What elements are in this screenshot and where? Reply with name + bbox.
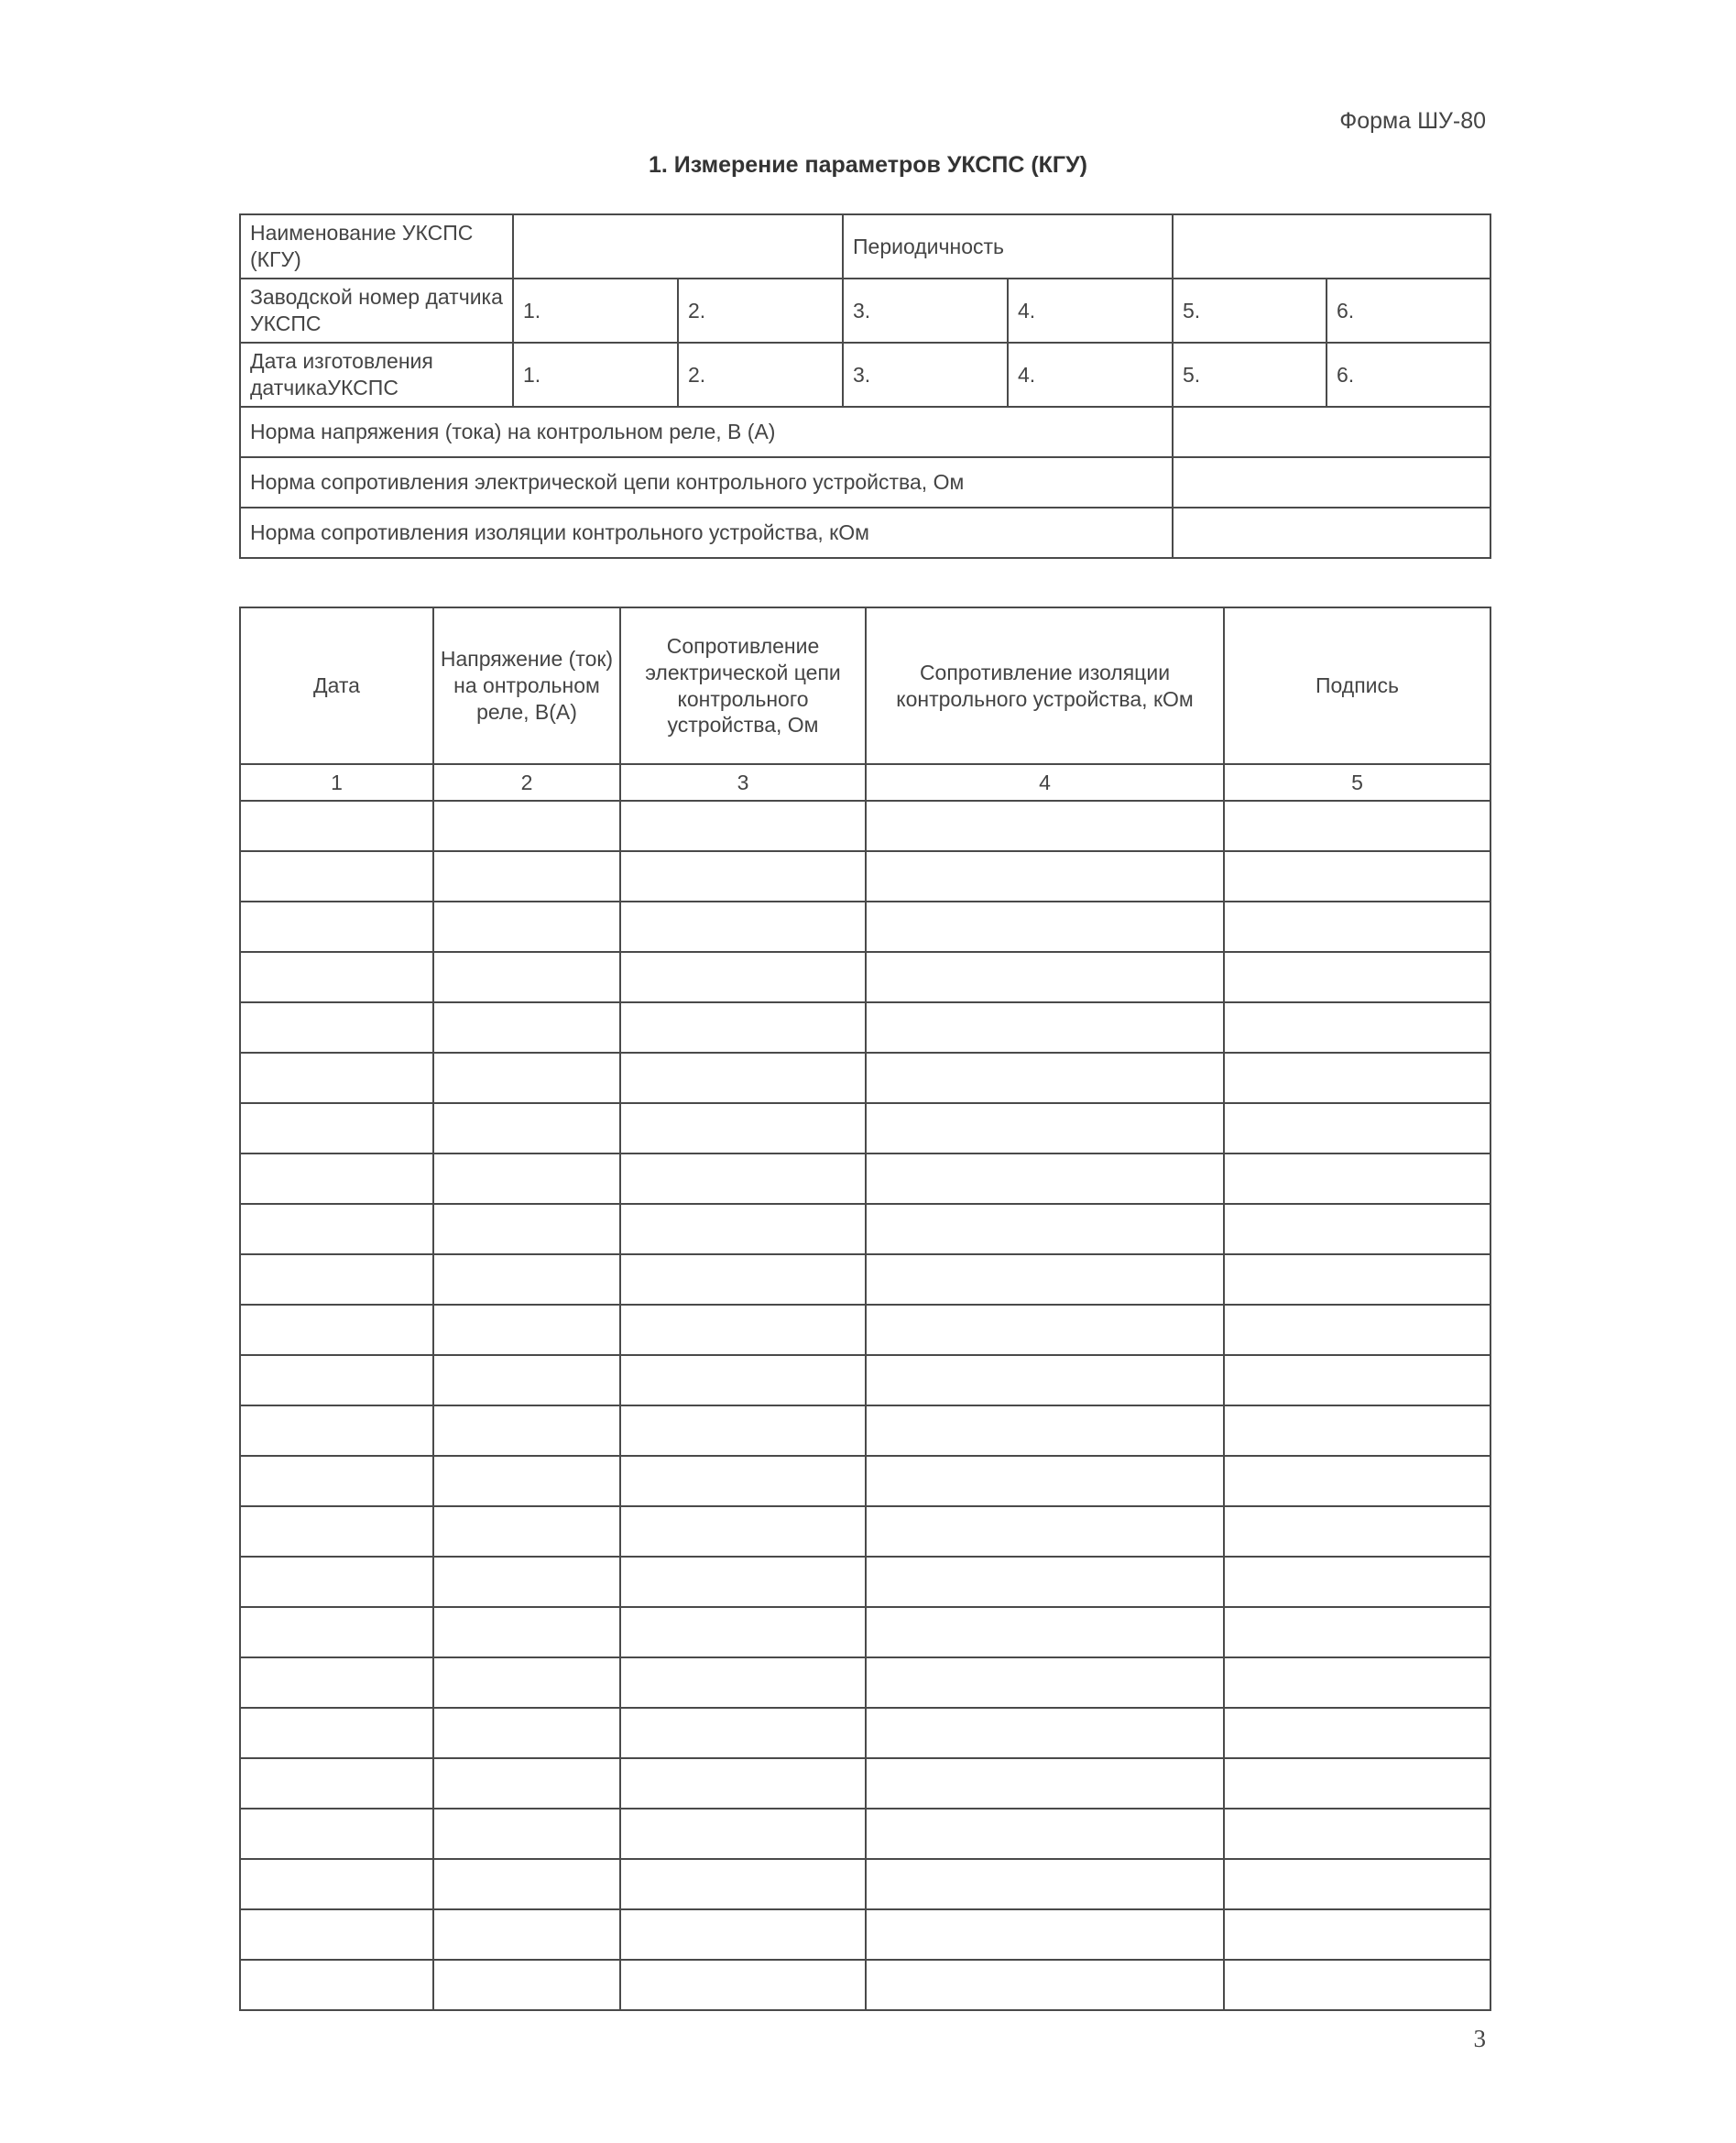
log-cell[interactable] (1224, 1859, 1490, 1909)
col-header-date: Дата (240, 607, 433, 764)
log-cell[interactable] (240, 1305, 433, 1355)
table-row (240, 1809, 1490, 1859)
log-cell[interactable] (1224, 902, 1490, 952)
serial-cell-6[interactable]: 6. (1327, 279, 1490, 343)
date-cell-4[interactable]: 4. (1008, 343, 1173, 407)
log-cell[interactable] (240, 1909, 433, 1960)
name-value-cell[interactable] (513, 214, 843, 279)
log-cell[interactable] (240, 952, 433, 1002)
log-cell[interactable] (433, 1456, 620, 1506)
date-cell-1[interactable]: 1. (513, 343, 678, 407)
serial-cell-5[interactable]: 5. (1173, 279, 1327, 343)
log-cell[interactable] (866, 1557, 1224, 1607)
table-row (240, 1909, 1490, 1960)
log-cell[interactable] (1224, 1053, 1490, 1103)
log-cell[interactable] (866, 801, 1224, 851)
log-cell[interactable] (240, 1708, 433, 1758)
date-cell-2[interactable]: 2. (678, 343, 843, 407)
norm-row-voltage (240, 407, 1490, 457)
log-cell[interactable] (240, 1053, 433, 1103)
log-cell[interactable] (1224, 801, 1490, 851)
log-cell[interactable] (433, 1758, 620, 1809)
log-cell[interactable] (240, 1809, 433, 1859)
log-cell[interactable] (433, 902, 620, 952)
log-cell[interactable] (620, 1355, 866, 1405)
log-cell[interactable] (1224, 1708, 1490, 1758)
log-cell[interactable] (866, 1909, 1224, 1960)
log-cell[interactable] (240, 1405, 433, 1456)
log-cell[interactable] (1224, 1254, 1490, 1305)
serial-cell-4[interactable]: 4. (1008, 279, 1173, 343)
log-body (240, 801, 1490, 2010)
table-row (240, 1557, 1490, 1607)
log-cell[interactable] (866, 1053, 1224, 1103)
log-cell[interactable] (433, 1557, 620, 1607)
log-cell[interactable] (433, 952, 620, 1002)
log-cell[interactable] (866, 902, 1224, 952)
log-cell[interactable] (620, 1607, 866, 1657)
log-cell[interactable] (433, 1960, 620, 2010)
log-cell[interactable] (240, 1204, 433, 1254)
log-cell[interactable] (866, 1708, 1224, 1758)
log-cell[interactable] (620, 1103, 866, 1154)
log-cell[interactable] (433, 801, 620, 851)
log-cell[interactable] (620, 902, 866, 952)
form-code: Форма ШУ-80 (1339, 108, 1486, 134)
log-cell[interactable] (1224, 1405, 1490, 1456)
log-cell[interactable] (866, 952, 1224, 1002)
col-num-4: 4 (866, 764, 1224, 801)
log-cell[interactable] (433, 1002, 620, 1053)
log-cell[interactable] (240, 1859, 433, 1909)
serial-cell-1[interactable]: 1. (513, 279, 678, 343)
log-cell[interactable] (620, 801, 866, 851)
date-cell-3[interactable]: 3. (843, 343, 1008, 407)
log-cell[interactable] (866, 1657, 1224, 1708)
log-cell[interactable] (240, 1758, 433, 1809)
log-cell[interactable] (240, 1002, 433, 1053)
log-cell[interactable] (1224, 1002, 1490, 1053)
log-cell[interactable] (866, 1960, 1224, 2010)
log-cell[interactable] (620, 1859, 866, 1909)
log-cell[interactable] (1224, 1758, 1490, 1809)
log-cell[interactable] (866, 1305, 1224, 1355)
log-cell[interactable] (1224, 1506, 1490, 1557)
date-row (240, 343, 1490, 407)
log-cell[interactable] (1224, 1305, 1490, 1355)
log-column-numbers-row (240, 764, 1490, 801)
log-cell[interactable] (433, 1305, 620, 1355)
log-cell[interactable] (240, 1960, 433, 2010)
log-cell[interactable] (433, 1607, 620, 1657)
log-cell[interactable] (620, 1909, 866, 1960)
log-cell[interactable] (866, 1103, 1224, 1154)
periodicity-label: Периодичность (843, 214, 1173, 279)
table-row (240, 1305, 1490, 1355)
norm-insulation-label: Норма сопротивления изоляции контрольного устройства, кОм (240, 508, 1173, 558)
log-cell[interactable] (1224, 1355, 1490, 1405)
log-cell[interactable] (433, 1809, 620, 1859)
table-row (240, 1405, 1490, 1456)
table-row (240, 1002, 1490, 1053)
log-cell[interactable] (433, 1154, 620, 1204)
log-cell[interactable] (240, 1154, 433, 1204)
log-cell[interactable] (620, 1204, 866, 1254)
log-cell[interactable] (620, 851, 866, 902)
norm-voltage-value[interactable] (1173, 407, 1490, 457)
log-cell[interactable] (433, 1506, 620, 1557)
table-row (240, 1708, 1490, 1758)
log-cell[interactable] (1224, 1809, 1490, 1859)
log-cell[interactable] (620, 1154, 866, 1204)
log-cell[interactable] (1224, 1204, 1490, 1254)
log-cell[interactable] (433, 1859, 620, 1909)
table-row (240, 851, 1490, 902)
log-cell[interactable] (866, 1809, 1224, 1859)
info-table (239, 213, 1491, 559)
log-cell[interactable] (620, 1506, 866, 1557)
page-title: 1. Измерение параметров УКСПС (КГУ) (649, 152, 1087, 178)
log-cell[interactable] (433, 1204, 620, 1254)
log-cell[interactable] (866, 851, 1224, 902)
log-cell[interactable] (1224, 1103, 1490, 1154)
norm-resistance-label: Норма сопротивления электрической цепи контрольного устройства, Ом (240, 457, 1173, 508)
log-cell[interactable] (240, 1607, 433, 1657)
log-header-row (240, 607, 1490, 764)
norm-voltage-label: Норма напряжения (тока) на контрольном реле, В (А) (240, 407, 1173, 457)
norm-resistance-value[interactable] (1173, 457, 1490, 508)
log-cell[interactable] (433, 1103, 620, 1154)
log-cell[interactable] (433, 851, 620, 902)
log-cell[interactable] (620, 1002, 866, 1053)
col-header-voltage: Напряжение (ток) на онтрольном реле, В(А) (433, 607, 620, 764)
log-cell[interactable] (866, 1254, 1224, 1305)
log-cell[interactable] (866, 1405, 1224, 1456)
log-cell[interactable] (620, 1405, 866, 1456)
table-row (240, 1607, 1490, 1657)
log-cell[interactable] (620, 1456, 866, 1506)
table-row (240, 1506, 1490, 1557)
page-number: 3 (1473, 2025, 1486, 2052)
table-row (240, 1960, 1490, 2010)
log-cell[interactable] (620, 1557, 866, 1607)
log-cell[interactable] (240, 1557, 433, 1607)
log-cell[interactable] (240, 1657, 433, 1708)
table-row (240, 1456, 1490, 1506)
log-cell[interactable] (433, 1708, 620, 1758)
table-row (240, 1254, 1490, 1305)
log-cell[interactable] (1224, 1657, 1490, 1708)
table-row (240, 952, 1490, 1002)
col-num-2: 2 (433, 764, 620, 801)
table-row (240, 1053, 1490, 1103)
log-cell[interactable] (866, 1204, 1224, 1254)
table-row (240, 1758, 1490, 1809)
log-cell[interactable] (433, 1355, 620, 1405)
log-cell[interactable] (620, 1708, 866, 1758)
log-cell[interactable] (620, 1657, 866, 1708)
log-cell[interactable] (240, 1456, 433, 1506)
log-cell[interactable] (1224, 1960, 1490, 2010)
norm-row-resistance (240, 457, 1490, 508)
log-cell[interactable] (1224, 851, 1490, 902)
log-cell[interactable] (1224, 952, 1490, 1002)
serial-cell-2[interactable]: 2. (678, 279, 843, 343)
log-cell[interactable] (240, 1254, 433, 1305)
log-cell[interactable] (433, 1405, 620, 1456)
norm-row-insulation (240, 508, 1490, 558)
log-cell[interactable] (866, 1859, 1224, 1909)
log-cell[interactable] (240, 801, 433, 851)
name-label: Наименование УКСПС (КГУ) (240, 214, 513, 279)
log-cell[interactable] (620, 1254, 866, 1305)
log-cell[interactable] (240, 851, 433, 902)
log-cell[interactable] (1224, 1456, 1490, 1506)
log-cell[interactable] (240, 1506, 433, 1557)
serial-cell-3[interactable]: 3. (843, 279, 1008, 343)
col-header-insulation-resistance: Сопротивление изоляции контрольного устройства, кОм (866, 607, 1224, 764)
log-cell[interactable] (1224, 1154, 1490, 1204)
log-cell[interactable] (1224, 1909, 1490, 1960)
log-cell[interactable] (866, 1002, 1224, 1053)
table-row (240, 1204, 1490, 1254)
log-cell[interactable] (866, 1506, 1224, 1557)
log-cell[interactable] (866, 1456, 1224, 1506)
log-cell[interactable] (866, 1154, 1224, 1204)
log-cell[interactable] (866, 1758, 1224, 1809)
log-cell[interactable] (620, 1809, 866, 1859)
log-cell[interactable] (433, 1053, 620, 1103)
col-header-signature: Подпись (1224, 607, 1490, 764)
date-label: Дата изготовления датчикаУКСПС (240, 343, 513, 407)
col-num-3: 3 (620, 764, 866, 801)
table-row (240, 902, 1490, 952)
log-cell[interactable] (240, 1103, 433, 1154)
log-cell[interactable] (433, 1254, 620, 1305)
table-row (240, 1859, 1490, 1909)
table-row (240, 801, 1490, 851)
log-cell[interactable] (1224, 1607, 1490, 1657)
log-cell[interactable] (240, 1355, 433, 1405)
table-row (240, 1154, 1490, 1204)
periodicity-value-cell[interactable] (1173, 214, 1490, 279)
col-header-circuit-resistance: Сопротивление электрической цепи контрольного устройства, Ом (620, 607, 866, 764)
log-cell[interactable] (240, 902, 433, 952)
col-num-5: 5 (1224, 764, 1490, 801)
serial-label: Заводской номер датчика УКСПС (240, 279, 513, 343)
serial-row (240, 279, 1490, 343)
table-row (240, 1103, 1490, 1154)
log-cell[interactable] (866, 1355, 1224, 1405)
log-cell[interactable] (620, 952, 866, 1002)
date-cell-5[interactable]: 5. (1173, 343, 1327, 407)
log-cell[interactable] (866, 1607, 1224, 1657)
log-cell[interactable] (620, 1305, 866, 1355)
log-cell[interactable] (1224, 1557, 1490, 1607)
log-cell[interactable] (433, 1657, 620, 1708)
table-row (240, 1355, 1490, 1405)
log-cell[interactable] (620, 1960, 866, 2010)
table-row (240, 1657, 1490, 1708)
measurement-log-table (239, 607, 1491, 2011)
date-cell-6[interactable]: 6. (1327, 343, 1490, 407)
log-cell[interactable] (620, 1758, 866, 1809)
name-row (240, 214, 1490, 279)
log-cell[interactable] (433, 1909, 620, 1960)
log-cell[interactable] (620, 1053, 866, 1103)
norm-insulation-value[interactable] (1173, 508, 1490, 558)
col-num-1: 1 (240, 764, 433, 801)
